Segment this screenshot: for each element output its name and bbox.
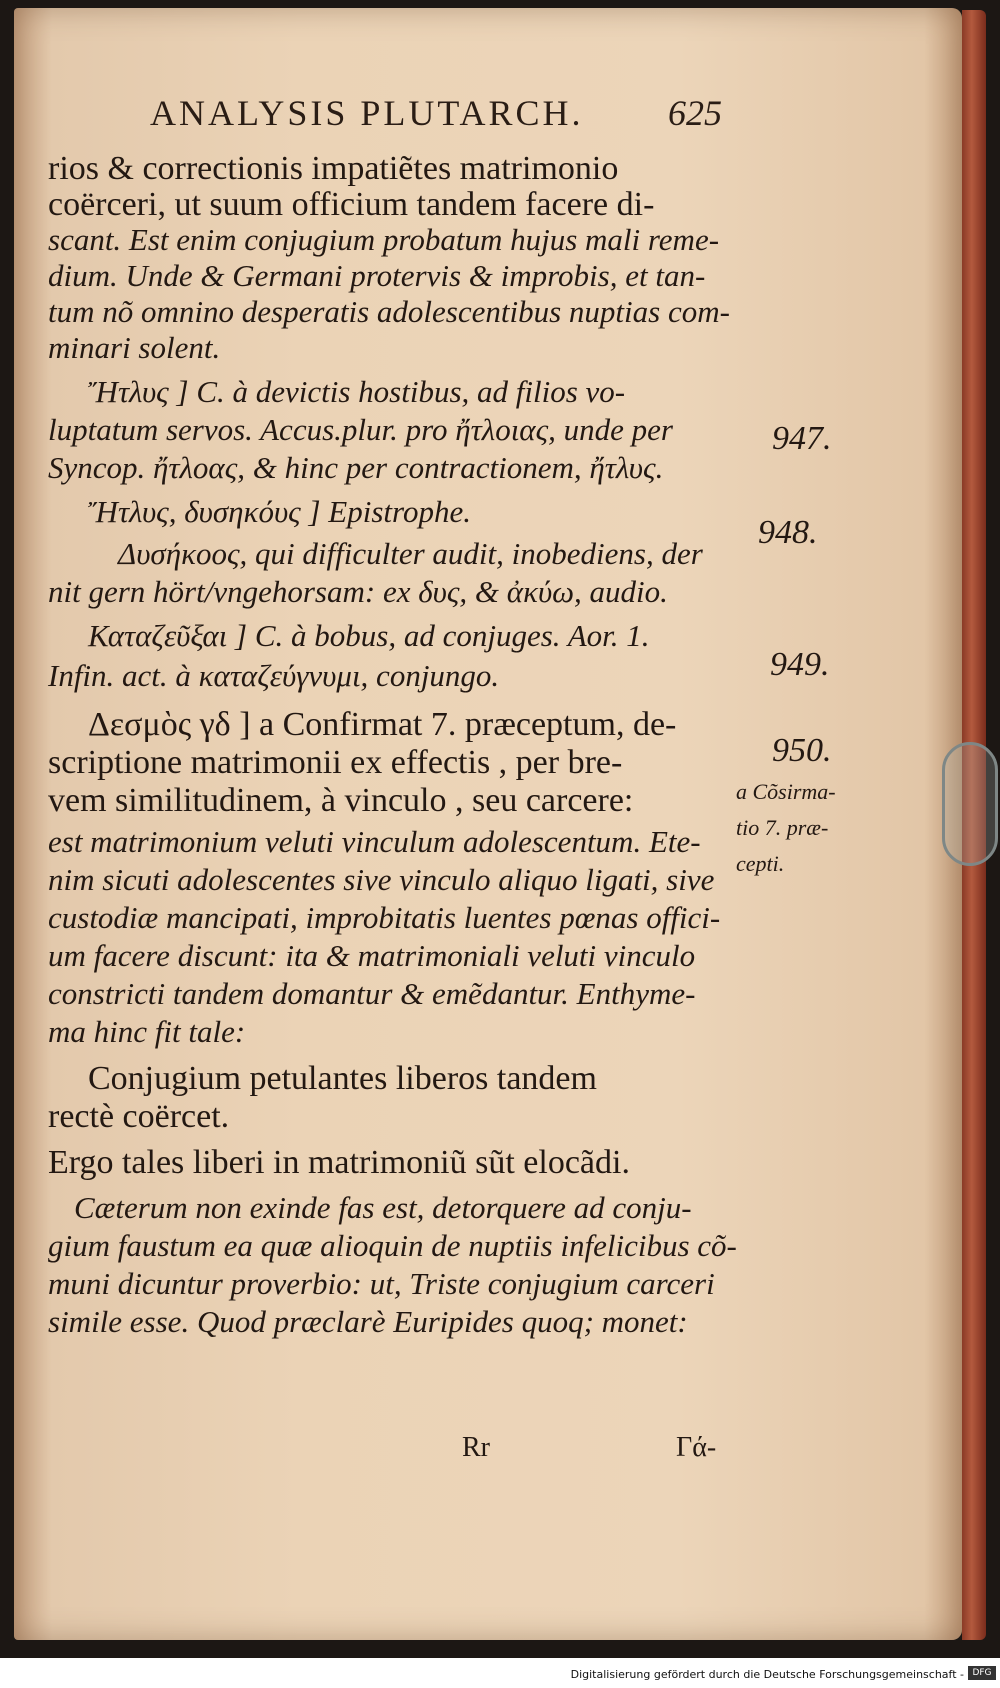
text-line: simile esse. Quod præclarè Euripides quoq; monet:	[48, 1304, 688, 1339]
text-line: nit gern hört/vngehorsam: ex δυς, & ἀκύω, audio.	[48, 574, 668, 609]
text-line: minari solent.	[48, 330, 221, 365]
text-line: rios & correctionis impatiẽtes matrimonio	[48, 150, 619, 187]
text-line: coërceri, ut suum officium tandem facere di-	[48, 186, 655, 223]
text-line: scriptione matrimonii ex effectis , per bre-	[48, 744, 623, 781]
text-line: Ἤτλυς, δυσηκόυς ] Epistrophe.	[88, 494, 471, 529]
text-line: est matrimonium veluti vinculum adolescentum. Ete-	[48, 824, 701, 859]
margin-note-line: cepti.	[736, 851, 785, 876]
margin-note-line: a Cõsirma-	[736, 779, 836, 804]
text-line: vem similitudinem, à vinculo , seu carcere:	[48, 782, 634, 819]
margin-note-line: tio 7. præ-	[736, 815, 829, 840]
text-line: Καταζεῦξαι ] C. à bobus, ad conjuges. Aor. 1.	[88, 618, 650, 653]
text-line: scant. Est enim conjugium probatum hujus mali reme-	[48, 222, 720, 257]
text-line: Cæterum non exinde fas est, detorquere ad conju-	[74, 1190, 692, 1225]
verse-number: 947.	[772, 420, 832, 457]
footer-bar	[0, 1660, 1000, 1688]
verse-number: 950.	[772, 732, 832, 769]
text-line: Ergo tales liberi in matrimoniũ sũt elocãdi.	[48, 1144, 630, 1181]
text-line: Ἤτλυς ] C. à devictis hostibus, ad filios vo-	[88, 374, 626, 409]
text-line: rectè coërcet.	[48, 1098, 230, 1135]
verse-number: 949.	[770, 646, 830, 683]
text-line: dium. Unde & Germani protervis & improbis, et tan-	[48, 258, 706, 293]
text-line: Δυσήκοος, qui difficulter audit, inobediens, der	[118, 536, 703, 571]
catchword: Γά-	[676, 1432, 717, 1463]
dfg-logo: DFG	[968, 1666, 996, 1680]
text-line: constricti tandem domantur & emẽdantur. Enthyme-	[48, 976, 696, 1011]
signature-mark: Rr	[462, 1432, 490, 1463]
text-line: custodiæ mancipati, improbitatis luentes pœnas offici-	[48, 900, 721, 935]
text-line: um facere discunt: ita & matrimoniali veluti vinculo	[48, 938, 696, 973]
text-line: tum nõ omnino desperatis adolescentibus nuptias com-	[48, 294, 730, 329]
running-title: ANALYSIS PLUTARCH.	[150, 93, 584, 133]
text-line: Infin. act. à καταζεύγνυμι, conjungo.	[48, 658, 500, 693]
page-clip	[942, 742, 998, 866]
text-line: gium faustum ea quæ alioquin de nuptiis infelicibus cõ-	[48, 1228, 737, 1263]
text-line: Syncop. ἤτλοας, & hinc per contractionem, ἤτλυς.	[48, 450, 664, 485]
text-line: ma hinc fit tale:	[48, 1014, 246, 1049]
text-line: nim sicuti adolescentes sive vinculo aliquo ligati, sive	[48, 862, 715, 897]
page-number: 625	[668, 93, 722, 133]
text-line: Δεσμὸς γδ ] a Confirmat 7. præceptum, de-	[88, 706, 677, 743]
verse-number: 948.	[758, 514, 818, 551]
margin-note	[736, 774, 886, 882]
text-line: Conjugium petulantes liberos tandem	[88, 1060, 597, 1097]
text-line: luptatum servos. Accus.plur. pro ἤτλοιας, unde per	[48, 412, 673, 447]
text-line: muni dicuntur proverbio: ut, Triste conjugium carceri	[48, 1266, 715, 1301]
footer-text: Digitalisierung gefördert durch die Deutsche Forschungsgemeinschaft -	[570, 1668, 964, 1681]
